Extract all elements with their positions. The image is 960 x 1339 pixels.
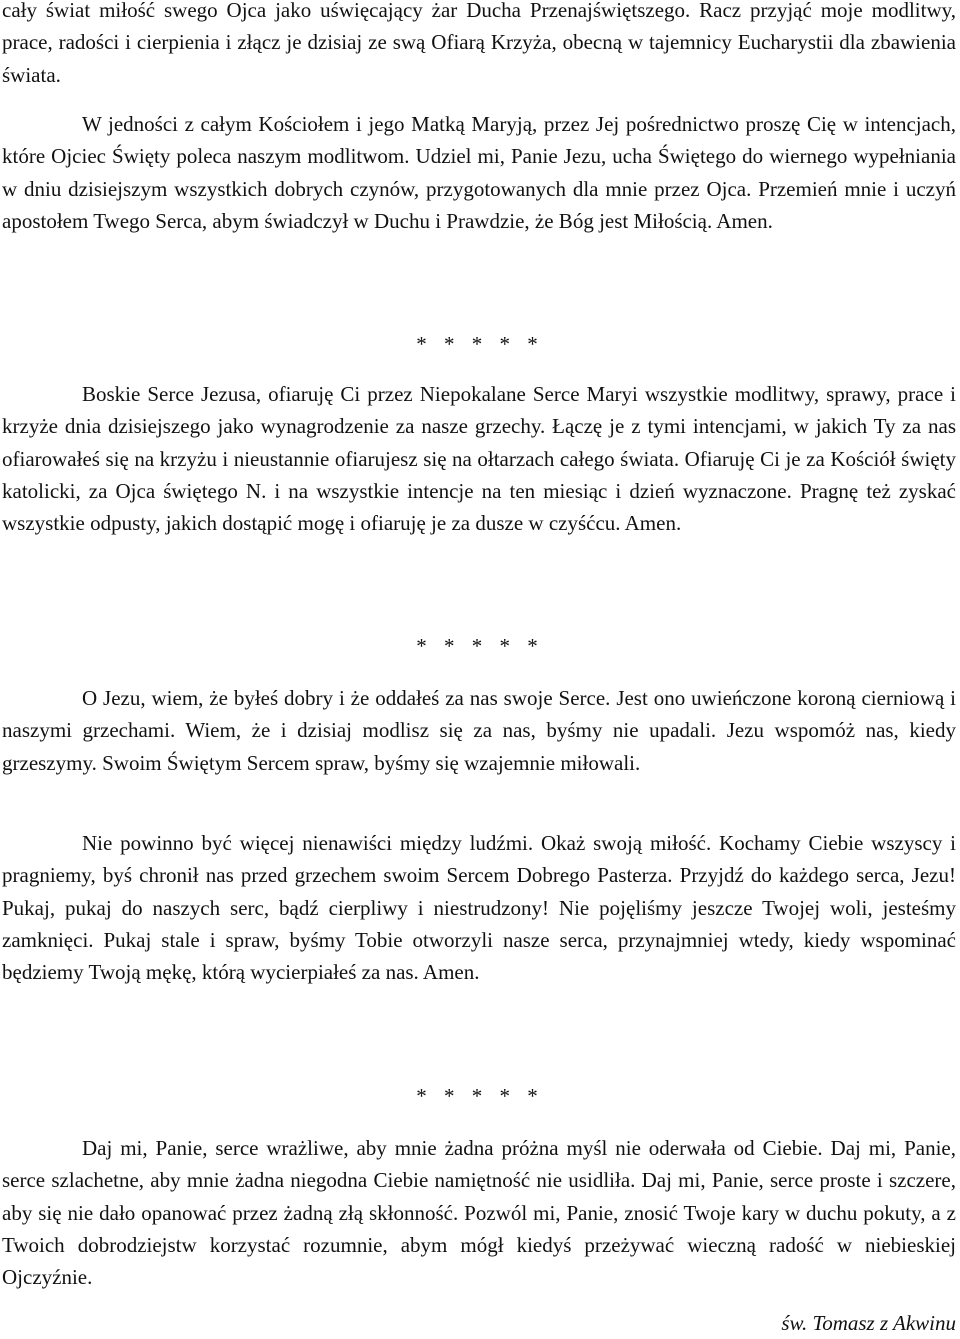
prayer-paragraph-2: W jedności z całym Kościołem i jego Matką Maryją, przez Jej pośrednictwo proszę Cię w intencjach, które Ojciec Święty poleca naszym modlitwom. Udziel mi, Panie Jezu, ucha Świętego do wiernego wypełniania w dniu dzisiejszym wszystkich dobrych czynów, przygotowanych dla mnie przez Ojca. Przemień mnie i uczyń apostołem Twego Serca, abym świadczył w Duchu i Prawdzie, że Bóg jest Miłością. Amen. [2, 112, 956, 233]
author-signature: św. Tomasz z Akwinu [781, 1311, 956, 1335]
prayer-paragraph-1: cały świat miłość swego Ojca jako uświęcający żar Ducha Przenajświętszego. Racz przyjąć moje modlitwy, prace, radości i cierpienia i złącz je dzisiaj ze swą Ofiarą Krzyża, obecną w tajemnicy Eucharystii dla zbawienia świata. [2, 0, 956, 87]
prayer-paragraph-5: Nie powinno być więcej nienawiści między ludźmi. Okaż swoją miłość. Kochamy Ciebie wszyscy i pragniemy, byś chronił nas przed grzechem swoim Sercem Dobrego Pasterza. Przyjdź do każdego serca, Jezu! Pukaj, pukaj do naszych serc, bądź cierpliwy i niestrudzony! Nie pojęliśmy jeszcze Twojej woli, jesteśmy zamknięci. Pukaj stale i spraw, byśmy Tobie otworzyli nasze serca, przynajmniej wtedy, kiedy wspominać będziemy Twoją mękę, którą wycierpiałeś za nas. Amen. [2, 831, 956, 985]
section-separator: * * * * * [416, 634, 544, 658]
section-separator: * * * * * [416, 1084, 544, 1108]
prayer-paragraph-4: O Jezu, wiem, że byłeś dobry i że oddałeś za nas swoje Serce. Jest ono uwieńczone koroną cierniową i naszymi grzechami. Wiem, że i dzisiaj modlisz się za nas, byśmy nie upadali. Jezu wspomóż nas, kiedy grzeszymy. Swoim Świętym Sercem spraw, byśmy się wzajemnie miłowali. [2, 686, 956, 775]
prayer-paragraph-6: Daj mi, Panie, serce wrażliwe, aby mnie żadna próżna myśl nie oderwała od Ciebie. Daj mi, Panie, serce szlachetne, aby mnie żadna niegodna Ciebie namiętność nie usidliła. Daj mi, Panie, serce proste i szczere, aby się nie dało opanować przez żadną złą skłonność. Pozwól mi, Panie, znosić Twoje kary w duchu pokuty, a z Twoich dobrodziejstw korzystać rozumnie, abym mógł kiedyś przeżywać wieczną radość w niebieskiej Ojczyźnie. [2, 1136, 956, 1290]
prayer-paragraph-3: Boskie Serce Jezusa, ofiaruję Ci przez Niepokalane Serce Maryi wszystkie modlitwy, sprawy, prace i krzyże dnia dzisiejszego jako wynagrodzenie za nasze grzechy. Łączę je z tymi intencjami, w jakich Ty za nas ofiarowałeś się na krzyżu i nieustannie ofiarujesz się na ołtarzach całego świata. Ofiaruję Ci je za Kościół święty katolicki, za Ojca świętego N. i na wszystkie intencje na ten miesiąc i dzień wyznaczone. Pragnę też zyskać wszystkie odpusty, jakich dostąpić mogę i ofiaruję je za dusze w czyśćcu. Amen. [2, 382, 956, 536]
section-separator: * * * * * [416, 332, 544, 356]
